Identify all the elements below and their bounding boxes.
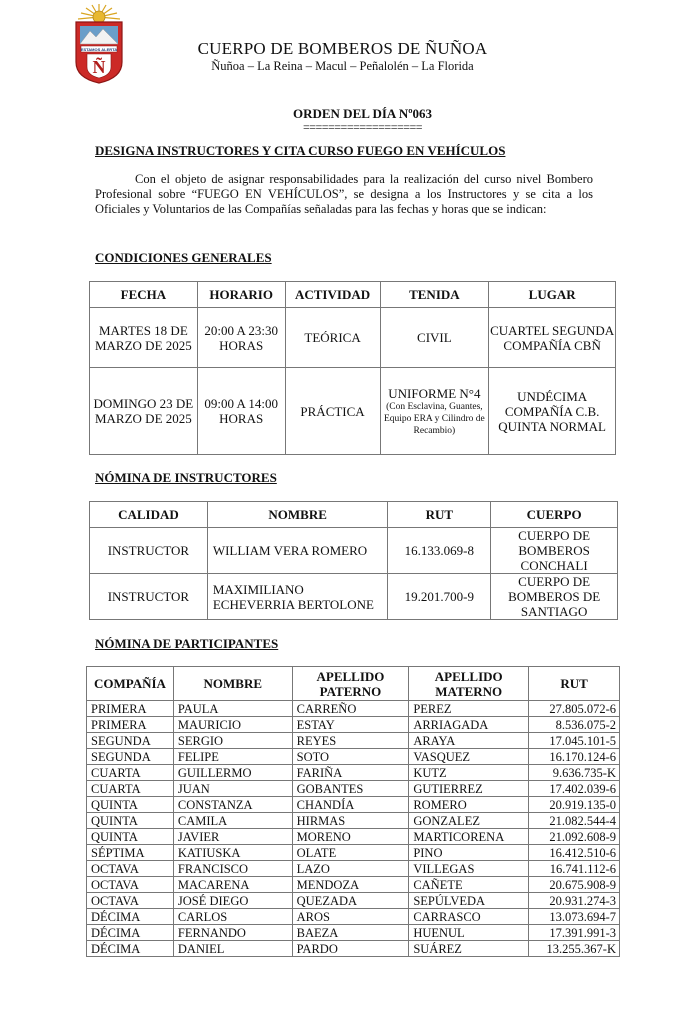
cell-apellido-paterno: FARIÑA [292,765,409,781]
cell-fecha: DOMINGO 23 DE MARZO DE 2025 [90,368,198,455]
cell-apellido-materno: VASQUEZ [409,749,529,765]
instructors-table [89,501,618,620]
table-row [87,781,620,797]
cell-nombre: MACARENA [173,877,292,893]
table-row [87,909,620,925]
cell-actividad: PRÁCTICA [285,368,380,455]
cell-nombre: WILLIAM VERA ROMERO [207,528,388,574]
cell-compania: PRIMERA [87,701,174,717]
table-row [87,749,620,765]
table-row [87,765,620,781]
cell-rut: 20.919.135-0 [529,797,620,813]
col-header-apellido-paterno: APELLIDO PATERNO [292,667,409,701]
cell-apellido-materno: GUTIERREZ [409,781,529,797]
cell-apellido-materno: SEPÚLVEDA [409,893,529,909]
cell-rut: 13.255.367-K [529,941,620,957]
col-header-actividad: ACTIVIDAD [285,282,380,308]
cell-apellido-paterno: PARDO [292,941,409,957]
cell-rut: 17.391.991-3 [529,925,620,941]
col-header-rut: RUT [529,667,620,701]
department-communes: Ñuñoa – La Reina – Macul – Peñalolén – La Florida [211,59,474,73]
col-header-calidad: CALIDAD [90,502,208,528]
instructors-heading: NÓMINA DE INSTRUCTORES [95,470,277,485]
cell-apellido-paterno: ESTAY [292,717,409,733]
cell-apellido-paterno: AROS [292,909,409,925]
order-title: ORDEN DEL DÍA Nº063 [292,106,432,121]
fire-department-crest-logo [73,4,125,84]
cell-apellido-materno: CARRASCO [409,909,529,925]
cell-nombre: KATIUSKA [173,845,292,861]
cell-apellido-materno: ARAYA [409,733,529,749]
cell-compania: OCTAVA [87,893,174,909]
col-header-horario: HORARIO [197,282,285,308]
participants-heading: NÓMINA DE PARTICIPANTES [95,636,279,651]
cell-apellido-paterno: HIRMAS [292,813,409,829]
cell-nombre: FRANCISCO [173,861,292,877]
cell-apellido-materno: VILLEGAS [409,861,529,877]
cell-nombre: DANIEL [173,941,292,957]
cell-apellido-materno: HUENUL [409,925,529,941]
table-row [90,368,616,455]
cell-rut: 20.931.274-3 [529,893,620,909]
crest-motto: ESTAMOS ALERTA [80,46,118,52]
table-row [87,829,620,845]
cell-rut: 27.805.072-6 [529,701,620,717]
cell-apellido-paterno: QUEZADA [292,893,409,909]
cell-tenida: CIVIL [380,308,489,368]
cell-apellido-materno: KUTZ [409,765,529,781]
col-header-nombre: NOMBRE [207,502,388,528]
col-header-rut: RUT [388,502,491,528]
table-row [90,308,616,368]
order-title-rule: =================== [302,120,423,134]
cell-cuerpo: CUERPO DE BOMBEROS CONCHALI [491,528,618,574]
table-row [87,717,620,733]
col-header-tenida: TENIDA [380,282,489,308]
cell-rut: 9.636.735-K [529,765,620,781]
conditions-header-row [90,282,616,308]
cell-compania: OCTAVA [87,877,174,893]
cell-compania: QUINTA [87,829,174,845]
cell-apellido-materno: PEREZ [409,701,529,717]
table-row [87,925,620,941]
cell-rut: 16.133.069-8 [388,528,491,574]
cell-nombre: CAMILA [173,813,292,829]
crest-letter: Ñ [92,57,106,77]
cell-lugar: UNDÉCIMA COMPAÑÍA C.B. QUINTA NORMAL [489,368,616,455]
cell-nombre: SERGIO [173,733,292,749]
cell-rut: 17.402.039-6 [529,781,620,797]
cell-horario: 20:00 A 23:30 HORAS [197,308,285,368]
table-row [87,797,620,813]
participants-table [86,666,620,957]
cell-rut: 16.170.124-6 [529,749,620,765]
order-subject-heading: DESIGNA INSTRUCTORES Y CITA CURSO FUEGO EN VEHÍCULOS [95,143,506,158]
cell-apellido-paterno: BAEZA [292,925,409,941]
table-row [87,701,620,717]
conditions-heading: CONDICIONES GENERALES [95,250,272,265]
tenida-label: UNIFORME N°4 [388,385,481,401]
cell-compania: DÉCIMA [87,941,174,957]
cell-calidad: INSTRUCTOR [90,528,208,574]
col-header-lugar: LUGAR [489,282,616,308]
table-row [87,861,620,877]
cell-rut: 21.082.544-4 [529,813,620,829]
cell-actividad: TEÓRICA [285,308,380,368]
cell-compania: CUARTA [87,765,174,781]
intro-paragraph: Con el objeto de asignar responsabilidades para la realización del curso nivel Bombero Profesional sobre “FUEGO EN VEHÍCULOS”, se designa a los Instructores y se cita a los Oficiales y Voluntarios de las Compañías señaladas para las fechas y horas que se indican: [95,172,593,216]
cell-apellido-materno: MARTICORENA [409,829,529,845]
cell-rut: 16.412.510-6 [529,845,620,861]
col-header-fecha: FECHA [90,282,198,308]
cell-compania: CUARTA [87,781,174,797]
department-title: CUERPO DE BOMBEROS DE ÑUÑOA [197,39,488,58]
cell-apellido-paterno: SOTO [292,749,409,765]
cell-apellido-paterno: CARREÑO [292,701,409,717]
table-row [87,733,620,749]
cell-nombre: MAURICIO [173,717,292,733]
table-row [87,941,620,957]
col-header-nombre: NOMBRE [173,667,292,701]
cell-apellido-paterno: LAZO [292,861,409,877]
cell-tenida [380,368,489,455]
cell-lugar: CUARTEL SEGUNDA COMPAÑÍA CBÑ [489,308,616,368]
table-row [87,877,620,893]
col-header-cuerpo: CUERPO [491,502,618,528]
cell-rut: 17.045.101-5 [529,733,620,749]
participants-body [87,701,620,957]
conditions-table [89,281,616,455]
cell-apellido-paterno: MORENO [292,829,409,845]
cell-apellido-materno: SUÁREZ [409,941,529,957]
cell-nombre: GUILLERMO [173,765,292,781]
cell-compania: QUINTA [87,797,174,813]
cell-compania: OCTAVA [87,861,174,877]
cell-nombre: JOSÉ DIEGO [173,893,292,909]
participants-header-row [87,667,620,701]
cell-nombre: PAULA [173,701,292,717]
cell-nombre: JUAN [173,781,292,797]
cell-compania: DÉCIMA [87,909,174,925]
cell-rut: 13.073.694-7 [529,909,620,925]
cell-apellido-paterno: OLATE [292,845,409,861]
cell-fecha: MARTES 18 DE MARZO DE 2025 [90,308,198,368]
cell-apellido-paterno: CHANDÍA [292,797,409,813]
cell-compania: PRIMERA [87,717,174,733]
cell-rut: 21.092.608-9 [529,829,620,845]
col-header-apellido-materno: APELLIDO MATERNO [409,667,529,701]
cell-rut: 20.675.908-9 [529,877,620,893]
cell-apellido-materno: CAÑETE [409,877,529,893]
table-row [87,813,620,829]
cell-compania: SEGUNDA [87,733,174,749]
cell-apellido-materno: ROMERO [409,797,529,813]
table-row [87,845,620,861]
cell-nombre: CONSTANZA [173,797,292,813]
table-row [90,528,618,574]
cell-rut: 8.536.075-2 [529,717,620,733]
table-row [87,893,620,909]
cell-apellido-paterno: REYES [292,733,409,749]
cell-compania: DÉCIMA [87,925,174,941]
cell-apellido-materno: ARRIAGADA [409,717,529,733]
cell-nombre: MAXIMILIANO ECHEVERRIA BERTOLONE [207,574,388,620]
cell-calidad: INSTRUCTOR [90,574,208,620]
cell-apellido-paterno: GOBANTES [292,781,409,797]
tenida-note: (Con Esclavina, Guantes, Equipo ERA y Cilindro de Recambio) [383,401,485,436]
cell-rut: 16.741.112-6 [529,861,620,877]
cell-nombre: JAVIER [173,829,292,845]
col-header-compania: COMPAÑÍA [87,667,174,701]
cell-compania: SEGUNDA [87,749,174,765]
cell-cuerpo: CUERPO DE BOMBEROS DE SANTIAGO [491,574,618,620]
cell-compania: QUINTA [87,813,174,829]
cell-apellido-materno: PINO [409,845,529,861]
crest-shield-icon [73,4,125,84]
cell-apellido-materno: GONZALEZ [409,813,529,829]
instructors-header-row [90,502,618,528]
cell-nombre: CARLOS [173,909,292,925]
cell-horario: 09:00 A 14:00 HORAS [197,368,285,455]
cell-apellido-paterno: MENDOZA [292,877,409,893]
cell-rut: 19.201.700-9 [388,574,491,620]
cell-nombre: FERNANDO [173,925,292,941]
table-row [90,574,618,620]
cell-compania: SÉPTIMA [87,845,174,861]
cell-nombre: FELIPE [173,749,292,765]
